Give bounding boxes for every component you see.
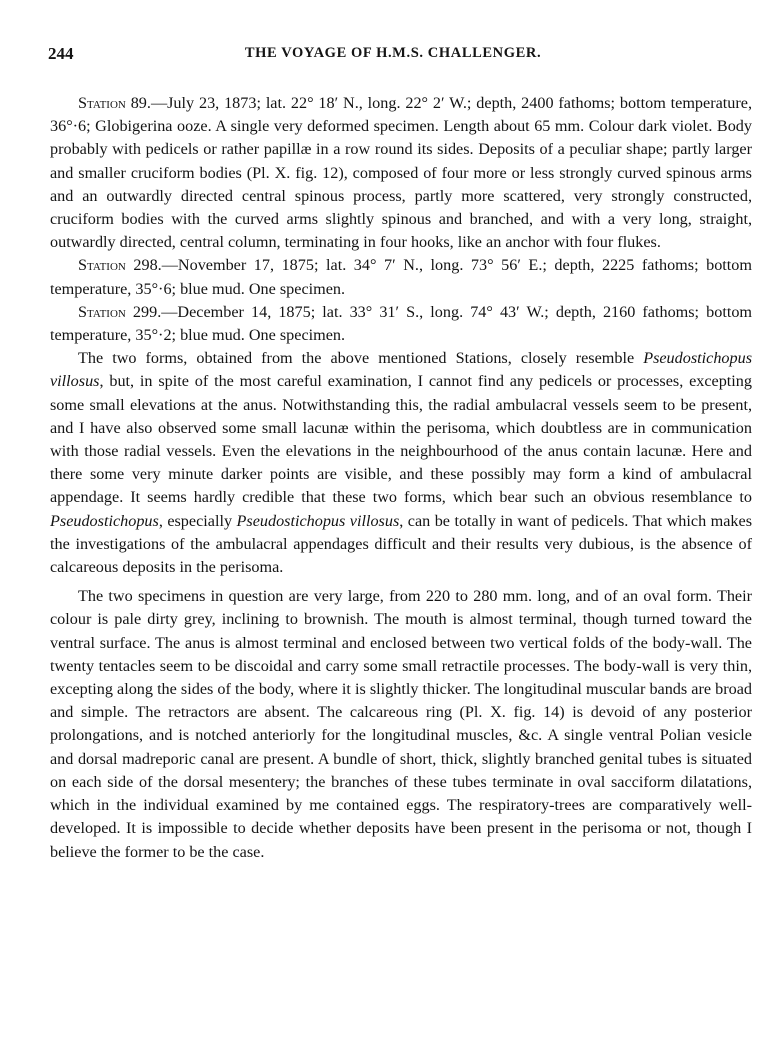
station-89-paragraph xyxy=(50,92,752,254)
genus-name: Pseudostichopus xyxy=(50,511,159,530)
running-title: THE VOYAGE OF H.M.S. CHALLENGER. xyxy=(244,45,542,61)
station-label: Station xyxy=(78,302,126,321)
page-header xyxy=(48,44,738,68)
species-name: Pseudostichopus villosus xyxy=(50,349,752,391)
description-paragraph: The two specimens in question are very large, from 220 to 280 mm. long, and of an oval form. Their colour is pale dirty grey, inclining to brownish. The mouth is almost terminal, though turned toward the ventral surface. The anus is almost terminal and enclosed between two vertical folds of the body-wall. The twenty tentacles seem to be discoidal and carry some small retractile processes. The body-wall is very thin, excepting along the sides of the body, where it is slightly thicker. The longitudinal muscular bands are broad and simple. The retractors are absent. The calcareous ring (Pl. X. fig. 14) is devoid of any posterior prolongations, and is notched anteriorly for the longitudinal muscles, &c. A single ventral Polian vesicle and dorsal madreporic canal are present. A bundle of short, thick, slightly branched genital tubes is situated on each side of the dorsal mesentery; the branches of these tubes terminate in oval sacciform dilatations, which in the individual examined by me contained eggs. The respiratory-trees are comparatively well-developed. It is impossible to decide whether deposits have been present in the perisoma or not, though I believe the former to be the case. xyxy=(50,587,752,861)
species-name: Pseudostichopus villosus xyxy=(236,511,400,530)
page-number: 244 xyxy=(48,44,74,63)
station-label: Station xyxy=(78,94,126,112)
station-299-text: 299.—December 14, 1875; lat. 33° 31′ S., long. 74° 43′ W.; depth, 2160 fathoms; bottom temperature, 35°·2; blue mud. One specimen. xyxy=(50,302,752,345)
body-text xyxy=(50,92,752,864)
station-label: Station xyxy=(78,256,126,275)
station-299-paragraph xyxy=(50,301,752,347)
text-run: , but, in spite of the most careful examination, I cannot find any pedicels or processes, excepting some small elevations at the anus. Notwithstanding this, the radial ambulacral vessels seem to be present, and I have also observed some small lacunæ within the perisoma, which doubtless are in communication with those radial vessels. Even the elevations in the neighbourhood of the anus contain lacunæ. Here and there some very minute darker points are visible, and these possibly may form a kind of ambulacral appendage. It seems hardly credible that these two forms, which bear such an obvious resemblance to xyxy=(50,372,752,507)
comparison-paragraph xyxy=(50,347,752,579)
text-run: , especially xyxy=(158,511,237,530)
station-89-text: 89.—July 23, 1873; lat. 22° 18′ N., long. 22° 2′ W.; depth, 2400 fathoms; bottom temperature, 36°·6; Globigerina ooze. A single very deformed specimen. Length about 65 mm. Colour dark violet. Body probably with pedicels or rather papillæ in a row round its sides. Deposits of a peculiar shape; partly larger and smaller cruciform bodies (Pl. X. fig. 12), composed of four more or less strongly curved spinous arms and an outwardly directed central spinous process, partly more scattered, very strongly constructed, cruciform bodies with the curved arms slightly spinous and branched, and with a very long, straight, outwardly directed, central column, terminating in four hooks, like an anchor with four flukes. xyxy=(50,94,752,252)
station-298-paragraph xyxy=(50,254,752,300)
text-run: The two forms, obtained from the above mentioned Stations, closely resemble xyxy=(78,349,644,368)
station-298-text: 298.—November 17, 1875; lat. 34° 7′ N., long. 73° 56′ E.; depth, 2225 fathoms; bottom temperature, 35°·6; blue mud. One specimen. xyxy=(50,256,752,298)
text-run: , can be totally in want of pedicels. That which makes the investigations of the ambulacral appendages difficult and their results very dubious, is the absence of calcareous deposits in the perisoma. xyxy=(50,511,753,577)
